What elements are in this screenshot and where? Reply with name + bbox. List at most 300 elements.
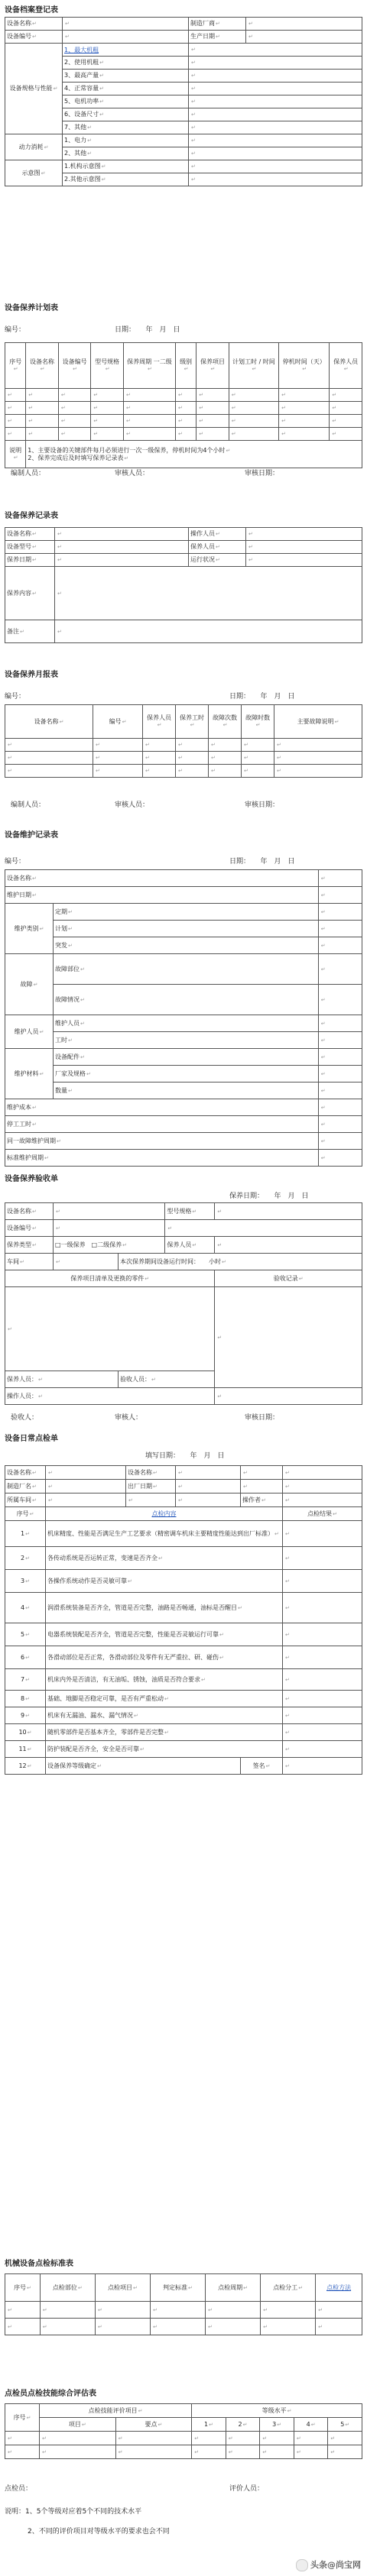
col-header: 等级水平 ↵ [192,2404,362,2418]
date-label: 日期： 年 月 日 [229,858,295,866]
input-cell[interactable] [242,739,274,752]
input-cell[interactable] [150,2302,205,2319]
input-cell[interactable] [330,428,362,441]
cell: 厂家及规格 ↵ [54,1066,319,1083]
input-cell[interactable] [189,134,362,147]
input-cell[interactable] [328,2445,362,2459]
input-cell[interactable] [318,985,362,1015]
note-line: 2、不同的评价项目对等级水平的要求也会不同 [28,2528,170,2536]
cell: 示意图 ↵ [5,160,63,186]
input-cell[interactable] [226,2432,260,2445]
input-cell[interactable] [63,31,189,44]
input-cell[interactable] [294,2445,328,2459]
cell: 保养类型 ↵ [5,1237,54,1254]
sign-label: 审核日期： [245,801,280,809]
input-cell[interactable] [318,870,362,887]
input-cell[interactable] [46,1480,126,1493]
input-cell[interactable] [283,1758,362,1775]
cell: 防护装配是否齐全，安全是否可靠 ↵ [46,1741,283,1758]
cell: 故障部位 ↵ [54,954,319,985]
input-cell[interactable] [294,2432,328,2445]
cell: 数量 ↵ [54,1083,319,1099]
input-cell[interactable] [206,2319,261,2335]
row-num: 4 ↵ [5,1593,46,1623]
input-cell[interactable] [283,1669,362,1691]
input-cell[interactable] [246,18,362,31]
input-cell[interactable] [274,752,362,765]
input-cell[interactable] [328,2432,362,2445]
col-header: 要点 ↵ [115,2418,192,2432]
input-cell[interactable] [196,428,229,441]
col-header: 序号 ↵ [5,2274,41,2302]
input-cell[interactable] [242,765,274,778]
col-header: 3 ↵ [260,2418,294,2432]
input-cell[interactable] [330,402,362,415]
note-cell [26,441,362,468]
col-header: 4 ↵ [294,2418,328,2432]
sign-label: 审核日期： [245,1414,280,1422]
input-cell[interactable] [318,887,362,904]
sign-label: 编制人员： [11,470,46,477]
cell: 操作者 ↵ [241,1493,283,1507]
input-cell[interactable] [5,2432,40,2445]
input-cell[interactable] [175,402,196,415]
note-line: 说明：1、5个等级对应着5个不同的技术水平 [5,2508,142,2516]
input-cell[interactable] [5,2302,41,2319]
cell: 车间 ↵ [5,1254,54,1270]
cell: 各传动系统是否运转正常，变速是否齐全 ↵ [46,1547,283,1570]
acceptance-table [5,1202,362,1405]
cell: 7、其他 ↵ [63,121,189,134]
input-cell[interactable] [261,2302,316,2319]
input-cell[interactable] [318,954,362,985]
cell: 维护人员 ↵ [54,1015,319,1032]
note-line: 1、主要设备的关键部件每月必须进行一次一级保养，停机时间为4个小时 ↵ [28,447,360,455]
cell: 验收记录 ↵ [215,1270,362,1287]
cell: 机床精度、性能是否满足生产工艺要求（精密调车机床主要精度性能达到出厂标准） ↵ [46,1521,283,1547]
input-cell[interactable] [318,1083,362,1099]
input-cell[interactable] [241,1480,283,1493]
col-header: 保养工时 ↵ [176,705,209,739]
input-cell[interactable] [5,1287,215,1371]
input-cell[interactable] [63,18,189,31]
cell: 设备名称 ↵ [5,18,63,31]
row-num: 5 ↵ [5,1623,46,1646]
input-cell[interactable] [123,415,175,428]
input-cell[interactable] [91,415,124,428]
input-cell[interactable] [95,2319,150,2335]
cell: 停工工时 ↵ [5,1116,319,1133]
input-cell[interactable] [91,402,124,415]
watermark-text: 头条@尚宝网 [310,2560,361,2570]
cell: 电器系统装配是否齐全，管道是否完整，性能是否灵敏运行可靠 ↵ [46,1623,283,1646]
input-cell[interactable] [115,2432,192,2445]
input-cell[interactable] [318,1032,362,1049]
cell: 工时 ↵ [54,1032,319,1049]
input-cell[interactable] [196,389,229,402]
col-header: 序号 ↵ [5,1507,46,1521]
input-cell[interactable] [123,428,175,441]
section-title: 设备日常点检单 [5,1435,58,1443]
input-cell[interactable] [196,402,229,415]
checkbox-cell[interactable]: □一级保养 □二级保养 ↵ [54,1237,165,1254]
cell: 突发 ↵ [54,937,319,954]
rate-label: 评价人员： [229,2485,265,2493]
input-cell[interactable] [318,1066,362,1083]
sign-label: 审核人员： [115,801,150,809]
input-cell[interactable] [150,2319,205,2335]
input-cell[interactable] [318,1133,362,1150]
col-header: 型号规格 ↵ [91,343,124,389]
col-header: 保养人员 ↵ [143,705,176,739]
input-cell[interactable] [54,1220,165,1237]
input-cell[interactable] [283,1466,362,1480]
input-cell[interactable] [274,765,362,778]
input-cell[interactable] [318,937,362,954]
input-cell[interactable] [46,1493,126,1507]
input-cell[interactable] [189,147,362,160]
input-cell[interactable] [5,752,93,765]
input-cell[interactable] [93,765,143,778]
cell: 随机零部件是否基本齐全，零部件是否完整 ↵ [46,1724,283,1741]
cell: 保养人员 ↵ [189,541,246,554]
col-header: 2 ↵ [226,2418,260,2432]
col-header: 设备名称 ↵ [5,705,93,739]
input-cell[interactable] [5,428,26,441]
input-cell[interactable] [55,620,362,643]
input-cell[interactable] [54,1254,119,1270]
cell: 签名 ↵ [241,1758,283,1775]
col-header: 主要故障说明 ↵ [274,705,362,739]
sign-label: 验收人： [11,1414,39,1422]
row-num: 12 ↵ [5,1758,46,1775]
input-cell[interactable] [55,541,189,554]
cell: 维护类别 ↵ [5,904,54,954]
input-cell[interactable] [58,428,91,441]
col-header: 项目 ↵ [40,2418,116,2432]
input-cell[interactable] [176,752,209,765]
cell: 润滑系统装备是否齐全，管道是否完整，油路是否畅通，油标是否醒目 ↵ [46,1593,283,1623]
cell: 设备名称 ↵ [5,528,55,541]
cell: 保养内容 ↵ [5,567,55,620]
input-cell[interactable] [58,402,91,415]
date-label: 日期： 年 月 日 [115,326,180,334]
input-cell[interactable] [91,389,124,402]
cell: 维护人员 ↵ [5,1015,54,1049]
col-header: 保养人员 ↵ [330,343,362,389]
input-cell[interactable] [279,402,330,415]
input-cell[interactable] [176,1480,241,1493]
input-cell[interactable] [5,765,93,778]
input-cell[interactable] [189,95,362,108]
col-header: 序号 ↵ [5,343,26,389]
cell: 生产日期 ↵ [189,31,246,44]
input-cell[interactable] [283,1623,362,1646]
input-cell[interactable] [318,1099,362,1116]
input-cell[interactable] [274,739,362,752]
input-cell[interactable] [215,1388,362,1405]
input-cell[interactable] [192,2432,226,2445]
cell: 设备名称 ↵ [126,1466,176,1480]
cell: 机床有无漏油、漏水、漏气情况 ↵ [46,1707,283,1724]
inspection-table [5,1465,362,1775]
skill-table [5,2403,362,2459]
cell: 操作人员： ↵ [5,1388,215,1405]
cell: 操作人员 ↵ [189,528,246,541]
input-cell[interactable] [279,415,330,428]
section-title: 设备保养计划表 [5,304,58,312]
col-header: 点检部位 ↵ [40,2274,95,2302]
cell: 本次保养期间设备运行时间： 小时 ↵ [119,1254,362,1270]
archive-table [5,17,362,186]
input-cell[interactable] [241,1466,283,1480]
input-cell[interactable] [260,2432,294,2445]
input-cell[interactable] [318,1015,362,1032]
input-cell[interactable] [283,1521,362,1547]
row-num: 6 ↵ [5,1646,46,1669]
cell: 标准维护周期 ↵ [5,1150,319,1167]
input-cell[interactable] [246,31,362,44]
input-cell[interactable] [143,765,176,778]
section-title: 设备档案登记表 [5,6,58,15]
input-cell[interactable] [283,1493,362,1507]
cell: 计划 ↵ [54,921,319,937]
cell: 设备型号 ↵ [5,541,55,554]
cell: 3、最高产量 ↵ [63,70,189,83]
col-header: 设备编号 ↵ [58,343,91,389]
input-cell[interactable] [55,554,189,567]
input-cell[interactable] [209,765,242,778]
col-header [46,1507,283,1521]
input-cell[interactable] [5,415,26,428]
input-cell[interactable] [5,2319,41,2335]
col-header-text: 点检方法 [326,2284,352,2291]
record-table [5,527,362,643]
watermark [296,2558,361,2571]
input-cell[interactable] [189,160,362,173]
cell: 保养人员： ↵ [5,1371,119,1388]
input-cell[interactable] [189,121,362,134]
col-header: 点检分工 ↵ [261,2274,316,2302]
input-cell[interactable] [40,2302,95,2319]
cell: 动力消耗 ↵ [5,134,63,160]
input-cell[interactable] [246,528,362,541]
row-num: 8 ↵ [5,1691,46,1707]
input-cell[interactable] [143,752,176,765]
input-cell[interactable] [58,415,91,428]
input-cell[interactable] [93,752,143,765]
col-header: 保养周期 一二级 ↵ [123,343,175,389]
input-cell[interactable] [40,2319,95,2335]
cell: 5、电机功率 ↵ [63,95,189,108]
cell: 各操作系统动作是否灵敏可靠 ↵ [46,1570,283,1593]
standard-table [5,2273,362,2335]
input-cell[interactable] [175,415,196,428]
cell: 设备规格与性能 ↵ [5,44,63,134]
cell: 同一故障维护周期 ↵ [5,1133,319,1150]
cell: 设备名称 ↵ [5,870,319,887]
input-cell[interactable] [176,1466,241,1480]
input-cell[interactable] [316,2319,362,2335]
input-cell[interactable] [5,2445,40,2459]
input-cell[interactable] [26,428,59,441]
input-cell[interactable] [229,428,278,441]
date-label: 保养日期： 年 月 日 [229,1193,309,1200]
note-line: 2、保养完成后及时填写保养记录表 ↵ [28,455,360,462]
input-cell[interactable] [283,1646,362,1669]
input-cell[interactable] [176,765,209,778]
input-cell[interactable] [189,173,362,186]
input-cell[interactable] [261,2319,316,2335]
cell: 1.机构示意图 ↵ [63,160,189,173]
date-label: 填写日期： 年 月 日 [145,1452,225,1460]
input-cell[interactable] [5,402,26,415]
number-label: 编号： [5,858,26,866]
row-num: 7 ↵ [5,1669,46,1691]
input-cell[interactable] [318,921,362,937]
input-cell[interactable] [26,389,59,402]
input-cell[interactable] [206,2302,261,2319]
input-cell[interactable] [226,2445,260,2459]
input-cell[interactable] [55,567,362,620]
input-cell[interactable] [229,402,278,415]
col-header: 设备名称 ↵ [26,343,59,389]
input-cell[interactable] [175,389,196,402]
cell: 维护材料 ↵ [5,1049,54,1099]
row-num: 9 ↵ [5,1707,46,1724]
input-cell[interactable] [5,389,26,402]
input-cell[interactable] [246,554,362,567]
input-cell[interactable] [175,428,196,441]
input-cell[interactable] [165,1220,362,1237]
input-cell[interactable] [316,2302,362,2319]
cell: 设备保养等级确定 ↵ [46,1758,241,1775]
row-num: 10 ↵ [5,1724,46,1741]
input-cell[interactable] [54,1203,165,1220]
input-cell[interactable] [40,2432,116,2445]
plan-table [5,342,362,468]
input-cell[interactable] [95,2302,150,2319]
input-cell[interactable] [58,389,91,402]
input-cell[interactable] [189,83,362,95]
input-cell[interactable] [115,2445,192,2459]
cell: 设备编号 ↵ [5,31,63,44]
input-cell[interactable] [246,541,362,554]
input-cell[interactable] [318,1150,362,1167]
cell: 设备编号 ↵ [5,1220,54,1237]
input-cell[interactable] [189,70,362,83]
col-header: 停机时间（天） ↵ [279,343,330,389]
input-cell[interactable] [176,1493,241,1507]
input-cell[interactable] [318,1049,362,1066]
cell: 4、正常容量 ↵ [63,83,189,95]
input-cell[interactable] [5,739,93,752]
input-cell[interactable] [123,389,175,402]
col-header: 判定标准 ↵ [150,2274,205,2302]
watermark-logo-icon [296,2559,308,2571]
input-cell[interactable] [143,739,176,752]
input-cell[interactable] [242,752,274,765]
number-label: 编号： [5,326,26,334]
input-cell[interactable] [189,108,362,121]
monthly-table [5,704,362,778]
note-label: 说明 ↵ [5,441,26,468]
input-cell[interactable] [229,389,278,402]
cell [63,44,189,57]
sign-label: 审核人员： [115,470,150,477]
row-num: 1 ↵ [5,1521,46,1547]
input-cell[interactable] [91,428,124,441]
cell: 故障情况 ↵ [54,985,319,1015]
input-cell[interactable] [189,44,362,57]
input-cell[interactable] [215,1203,362,1220]
cell-text: 1、最大机粗 [64,46,99,53]
input-cell[interactable] [229,415,278,428]
col-header [316,2274,362,2302]
sign-label: 审核人： [115,1414,143,1422]
input-cell[interactable] [46,1466,126,1480]
input-cell[interactable] [318,904,362,921]
input-cell[interactable] [283,1547,362,1570]
input-cell[interactable] [126,1493,176,1507]
input-cell[interactable] [55,528,189,541]
cell: 保养项目清单及更换的零件 ↵ [5,1270,215,1287]
cell: 基础、地脚是否稳定可靠，是否有严重松动 ↵ [46,1691,283,1707]
sign-label: 审核日期： [245,470,280,477]
input-cell[interactable] [260,2445,294,2459]
input-cell[interactable] [283,1593,362,1623]
section-title: 设备保养月报表 [5,671,58,679]
input-cell[interactable] [40,2445,116,2459]
input-cell[interactable] [209,752,242,765]
input-cell[interactable] [283,1724,362,1741]
input-cell[interactable] [279,389,330,402]
col-header: 计划工时 / 时间 ↵ [229,343,278,389]
input-cell[interactable] [283,1480,362,1493]
input-cell[interactable] [215,1237,362,1254]
input-cell[interactable] [283,1570,362,1593]
input-cell[interactable] [330,389,362,402]
input-cell[interactable] [26,402,59,415]
input-cell[interactable] [283,1707,362,1724]
col-header: 故障时数 ↵ [242,705,274,739]
input-cell[interactable] [279,428,330,441]
cell: 备注 ↵ [5,620,55,643]
input-cell[interactable] [93,739,143,752]
section-title: 设备保养记录表 [5,512,58,520]
input-cell[interactable] [26,415,59,428]
input-cell[interactable] [209,739,242,752]
input-cell[interactable] [192,2445,226,2459]
input-cell[interactable] [176,739,209,752]
date-label: 日期： 年 月 日 [229,693,295,701]
input-cell[interactable] [196,415,229,428]
input-cell[interactable] [283,1691,362,1707]
input-cell[interactable] [215,1287,362,1388]
cell: 故障 ↵ [5,954,54,1015]
input-cell[interactable] [283,1741,362,1758]
input-cell[interactable] [330,415,362,428]
input-cell[interactable] [123,402,175,415]
input-cell[interactable] [318,1116,362,1133]
cell: 制造厂名 ↵ [5,1480,46,1493]
rate-label: 点检员： [5,2485,33,2493]
cell: 制造厂商 ↵ [189,18,246,31]
cell: 设备配件 ↵ [54,1049,319,1066]
row-num: 3 ↵ [5,1570,46,1593]
section-title: 机械设备点检标准表 [5,2260,73,2268]
input-cell[interactable] [189,57,362,70]
